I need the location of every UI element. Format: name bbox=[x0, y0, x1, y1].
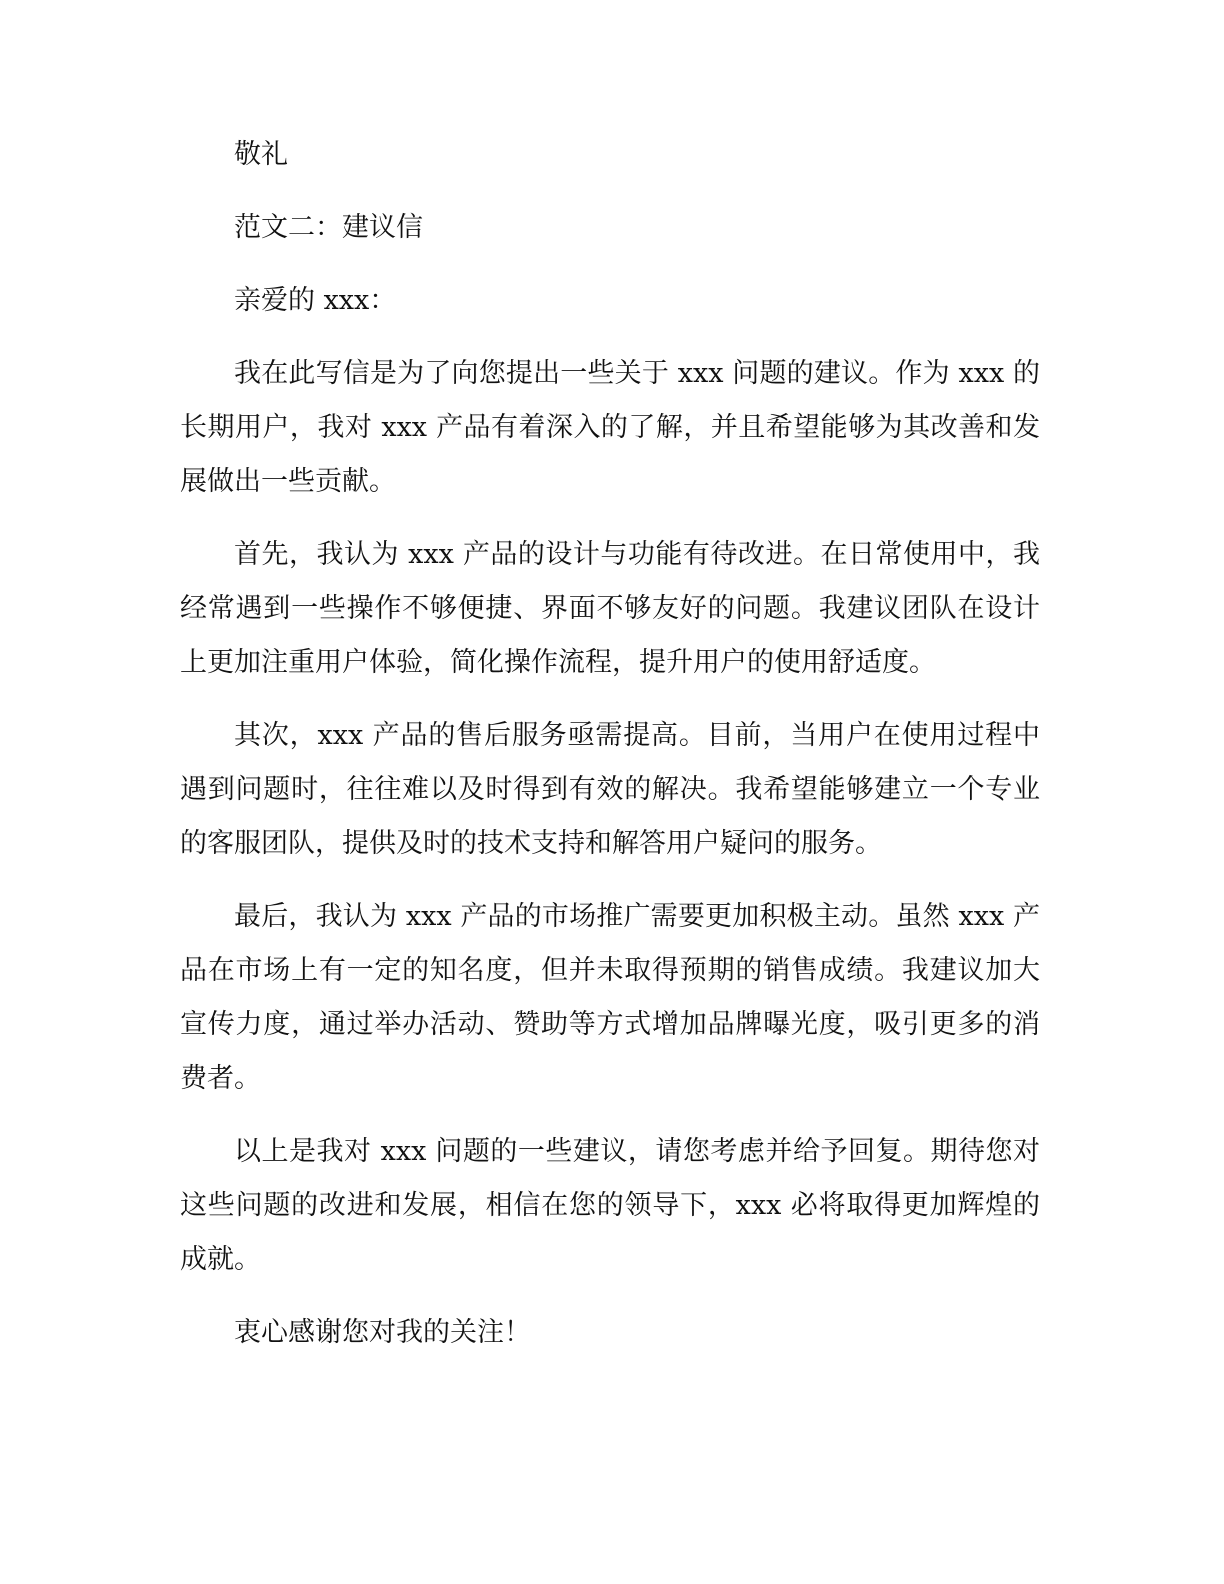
paragraph-conclusion: 以上是我对 xxx 问题的一些建议，请您考虑并给予回复。期待您对这些问题的改进和发展，相信在您的领导下，xxx 必将取得更加辉煌的成就。 bbox=[180, 1136, 1040, 1275]
thanks-line: 衷心感谢您对我的关注！ bbox=[234, 1317, 531, 1348]
section-title: 范文二：建议信 bbox=[234, 212, 423, 243]
salutation: 亲爱的 xxx： bbox=[234, 285, 397, 316]
paragraph-marketing: 最后，我认为 xxx 产品的市场推广需要更加积极主动。虽然 xxx 产品在市场上有一定的知名度，但并未取得预期的销售成绩。我建议加大宣传力度，通过举办活动、赞助等方式增加品牌曝光度，吸引更多的消费者。 bbox=[180, 901, 1040, 1094]
letter-body bbox=[180, 128, 1040, 1379]
paragraph-service: 其次，xxx 产品的售后服务亟需提高。目前，当用户在使用过程中遇到问题时，往往难以及时得到有效的解决。我希望能够建立一个专业的客服团队，提供及时的技术支持和解答用户疑问的服务。 bbox=[180, 720, 1040, 859]
paragraph-design: 首先，我认为 xxx 产品的设计与功能有待改进。在日常使用中，我经常遇到一些操作不够便捷、界面不够友好的问题。我建议团队在设计上更加注重用户体验，简化操作流程，提升用户的使用舒适度。 bbox=[180, 539, 1040, 678]
closing-greeting: 敬礼 bbox=[234, 139, 288, 170]
paragraph-intro: 我在此写信是为了向您提出一些关于 xxx 问题的建议。作为 xxx 的长期用户，我对 xxx 产品有着深入的了解，并且希望能够为其改善和发展做出一些贡献。 bbox=[180, 358, 1040, 497]
